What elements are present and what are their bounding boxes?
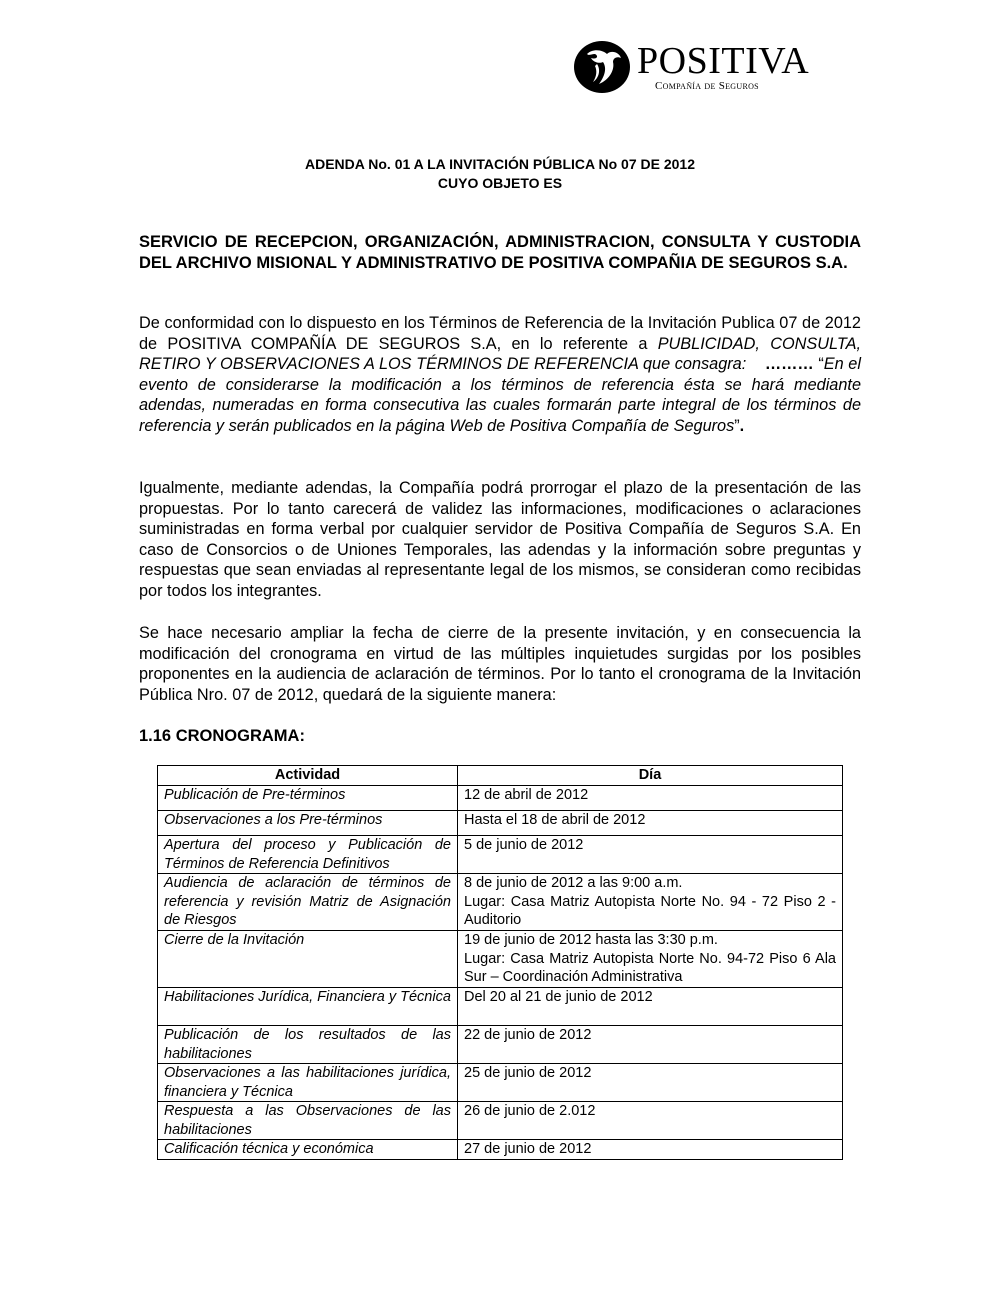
- period: .: [739, 416, 745, 435]
- quoted-clause: En el evento de considerarse la modificación a los términos de referencia ésta se hará mediante adendas, numeradas en forma consecutiva las cuales formarán parte integral de los términos de referencia y serán publicados en la página Web de Positiva Compañía de Seguros: [139, 355, 861, 435]
- table-row: [158, 874, 843, 931]
- schedule-table: [157, 765, 843, 1160]
- table-row: [158, 1140, 843, 1160]
- day-line: Del 20 al 21 de junio de 2012: [464, 989, 653, 1005]
- addendum-subtitle: CUYO OBJETO ES: [437, 175, 563, 191]
- schedule-body: [158, 786, 843, 1160]
- positiva-logo-icon: [573, 40, 631, 94]
- day-line: Lugar: Casa Matriz Autopista Norte No. 94 - 72 Piso 2 - Auditorio: [464, 893, 836, 928]
- table-header-row: [158, 766, 843, 786]
- day-cell: [458, 786, 843, 811]
- activity-cell: Observaciones a las habilitaciones jurídica, financiera y Técnica: [158, 1064, 458, 1102]
- activity-cell: Observaciones a los Pre-términos: [158, 811, 458, 836]
- contract-subject: SERVICIO DE RECEPCION, ORGANIZACIÓN, ADMINISTRACION, CONSULTA Y CUSTODIA DEL ARCHIVO MISIONAL Y ADMINISTRATIVO DE POSITIVA COMPAÑIA DE SEGUROS S.A.: [139, 233, 861, 272]
- activity-cell: Publicación de los resultados de las habilitaciones: [158, 1026, 458, 1064]
- company-logo: [573, 38, 818, 96]
- activity-cell: Calificación técnica y económica: [158, 1140, 458, 1160]
- section-title: 1.16 CRONOGRAMA:: [139, 727, 305, 745]
- activity-cell: Audiencia de aclaración de términos de referencia y revisión Matriz de Asignación de Riesgos: [158, 874, 458, 931]
- paragraph-conformity: [139, 313, 861, 437]
- logo-tagline: Compañía de Seguros: [655, 80, 759, 92]
- table-row: [158, 836, 843, 874]
- paragraph-addenda: Igualmente, mediante adendas, la Compañía podrá prorrogar el plazo de la presentación de las propuestas. Por lo tanto carecerá de validez las informaciones, modificaciones o aclaraciones suministradas en forma verbal por cualquier servidor de Positiva Compañía de Seguros S.A. En caso de Consorcios o de Uniones Temporales, las adendas y la información sobre preguntas y respuestas que sean enviadas al representante legal de los mismos, se consideran como recibidas por todos los integrantes.: [139, 479, 861, 600]
- table-row: [158, 786, 843, 811]
- addendum-title: ADENDA No. 01 A LA INVITACIÓN PÚBLICA No 07 DE 2012: [305, 156, 695, 172]
- paragraph-reference: PUBLICIDAD, CONSULTA, RETIRO Y OBSERVACIONES A LOS TÉRMINOS DE REFERENCIA que consagra:: [139, 334, 861, 374]
- day-line: 26 de junio de 2.012: [464, 1103, 596, 1119]
- day-line: Hasta el 18 de abril de 2012: [464, 812, 646, 828]
- table-row: [158, 811, 843, 836]
- table-row: [158, 931, 843, 988]
- activity-cell: Habilitaciones Jurídica, Financiera y Técnica: [158, 988, 458, 1026]
- day-line: 27 de junio de 2012: [464, 1141, 592, 1157]
- day-cell: [458, 988, 843, 1026]
- column-header-day: Día: [458, 766, 843, 786]
- day-cell: [458, 811, 843, 836]
- day-line: 25 de junio de 2012: [464, 1065, 592, 1081]
- day-cell: [458, 1064, 843, 1102]
- activity-cell: Cierre de la Invitación: [158, 931, 458, 988]
- table-row: [158, 1102, 843, 1140]
- logo-name: POSITIVA: [637, 40, 810, 82]
- paragraph-extension: Se hace necesario ampliar la fecha de cierre de la presente invitación, y en consecuencia la modificación del cronograma en virtud de las múltiples inquietudes surgidas por los posibles proponentes en la audiencia de aclaración de términos. Por lo tanto el cronograma de la Invitación Pública Nro. 07 de 2012, quedará de la siguiente manera:: [139, 624, 861, 704]
- table-row: [158, 988, 843, 1026]
- open-quote: “: [818, 355, 824, 374]
- day-line: 5 de junio de 2012: [464, 837, 584, 853]
- day-line: Lugar: Casa Matriz Autopista Norte No. 94-72 Piso 6 Ala Sur – Coordinación Administrativa: [464, 950, 836, 985]
- activity-cell: Respuesta a las Observaciones de las habilitaciones: [158, 1102, 458, 1140]
- activity-cell: Publicación de Pre-términos: [158, 786, 458, 811]
- close-quote: ”: [734, 416, 740, 435]
- day-line: 12 de abril de 2012: [464, 787, 589, 803]
- day-line: 19 de junio de 2012 hasta las 3:30 p.m.: [464, 932, 718, 948]
- day-cell: [458, 1026, 843, 1064]
- table-row: [158, 1064, 843, 1102]
- day-cell: [458, 836, 843, 874]
- day-cell: [458, 874, 843, 931]
- day-line: 8 de junio de 2012 a las 9:00 a.m.: [464, 875, 683, 891]
- table-row: [158, 1026, 843, 1064]
- day-cell: [458, 1140, 843, 1160]
- ellipsis: ………: [764, 355, 814, 374]
- paragraph-intro: De conformidad con lo dispuesto en los Términos de Referencia de la Invitación Publica 07 de 2012 de POSITIVA COMPAÑÍA DE SEGUROS S.A, en lo referente a: [139, 314, 861, 353]
- activity-cell: Apertura del proceso y Publicación de Términos de Referencia Definitivos: [158, 836, 458, 874]
- day-line: 22 de junio de 2012: [464, 1027, 592, 1043]
- column-header-activity: Actividad: [158, 766, 458, 786]
- day-cell: [458, 1102, 843, 1140]
- day-cell: [458, 931, 843, 988]
